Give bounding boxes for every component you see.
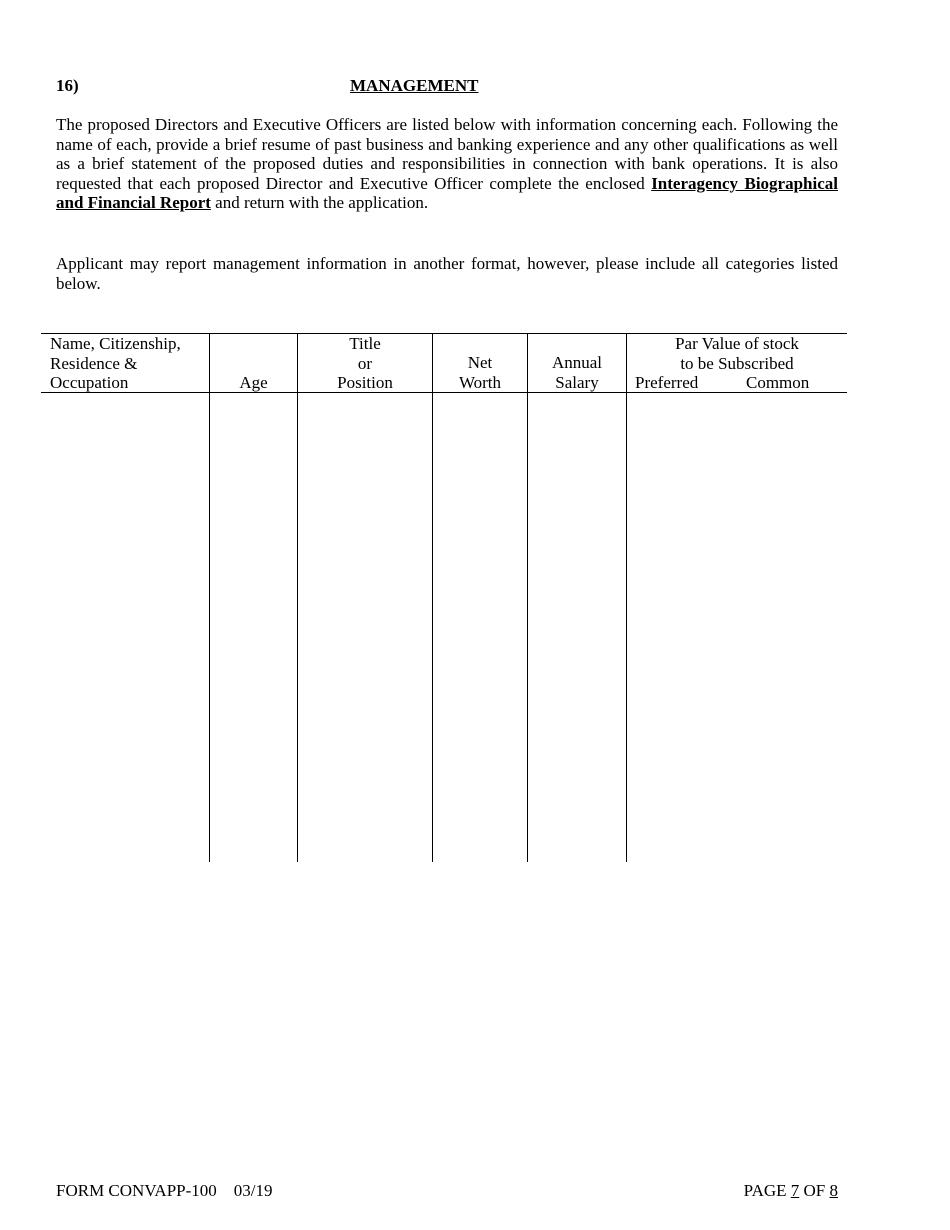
page-current: 7: [790, 1181, 800, 1200]
header-par-value: [627, 334, 847, 373]
form-date: 03/19: [233, 1181, 273, 1200]
header-preferred: Preferred: [635, 373, 699, 392]
header-name-line1: Name, Citizenship,: [50, 334, 181, 353]
report-reference: Interagency Biographical and Financial Report: [56, 173, 838, 213]
page-indicator: [744, 1181, 838, 1201]
header-net-worth: [433, 353, 527, 392]
column-divider-name-age: [209, 333, 210, 862]
header-name-line3: Occupation: [50, 373, 129, 392]
header-title: [298, 334, 432, 393]
page-total: 8: [829, 1181, 838, 1200]
instructions-text: The proposed Directors and Executive Officers are listed below with information concerning each. Following the name of each, provide a brief resume of past business and banking experience and any other qualifications as well as a brief statement of the proposed duties and responsibilities in connection with bank operations. It is also requested that each proposed Director and Executive Officer complete the enclosed: [56, 115, 838, 193]
of-label: OF: [803, 1181, 826, 1200]
header-name: [50, 334, 181, 393]
header-annual-salary: [528, 353, 626, 392]
header-title-line1: Title: [349, 334, 381, 353]
header-title-line2: or: [357, 353, 373, 373]
column-divider-salary-par: [626, 333, 627, 862]
page-label: PAGE: [743, 1181, 787, 1200]
header-annual-salary-line2: Salary: [555, 372, 599, 392]
header-name-line2: Residence &: [50, 353, 138, 373]
header-age: Age: [239, 373, 268, 392]
column-divider-networth-salary: [527, 333, 528, 862]
header-title-line3: Position: [337, 373, 393, 392]
header-annual-salary-line1: Annual: [551, 353, 603, 372]
instructions-text-end: and return with the application.: [210, 193, 429, 213]
header-par-value-line2: to be Subscribed: [680, 353, 794, 373]
header-net-worth-line2: Worth: [458, 372, 502, 392]
form-number: FORM CONVAPP-100: [56, 1181, 217, 1200]
header-net-worth-line1: Net: [467, 353, 493, 372]
column-divider-title-networth: [432, 333, 433, 862]
form-id: [56, 1181, 273, 1201]
format-note-paragraph: Applicant may report management information in another format, however, please include all categories listed below.: [56, 254, 838, 293]
column-divider-age-title: [297, 333, 298, 862]
header-common: Common: [746, 373, 810, 392]
section-number: 16): [56, 76, 79, 95]
instructions-paragraph: [56, 115, 838, 213]
section-title: MANAGEMENT: [350, 76, 479, 95]
header-par-value-line1: Par Value of stock: [675, 334, 799, 353]
